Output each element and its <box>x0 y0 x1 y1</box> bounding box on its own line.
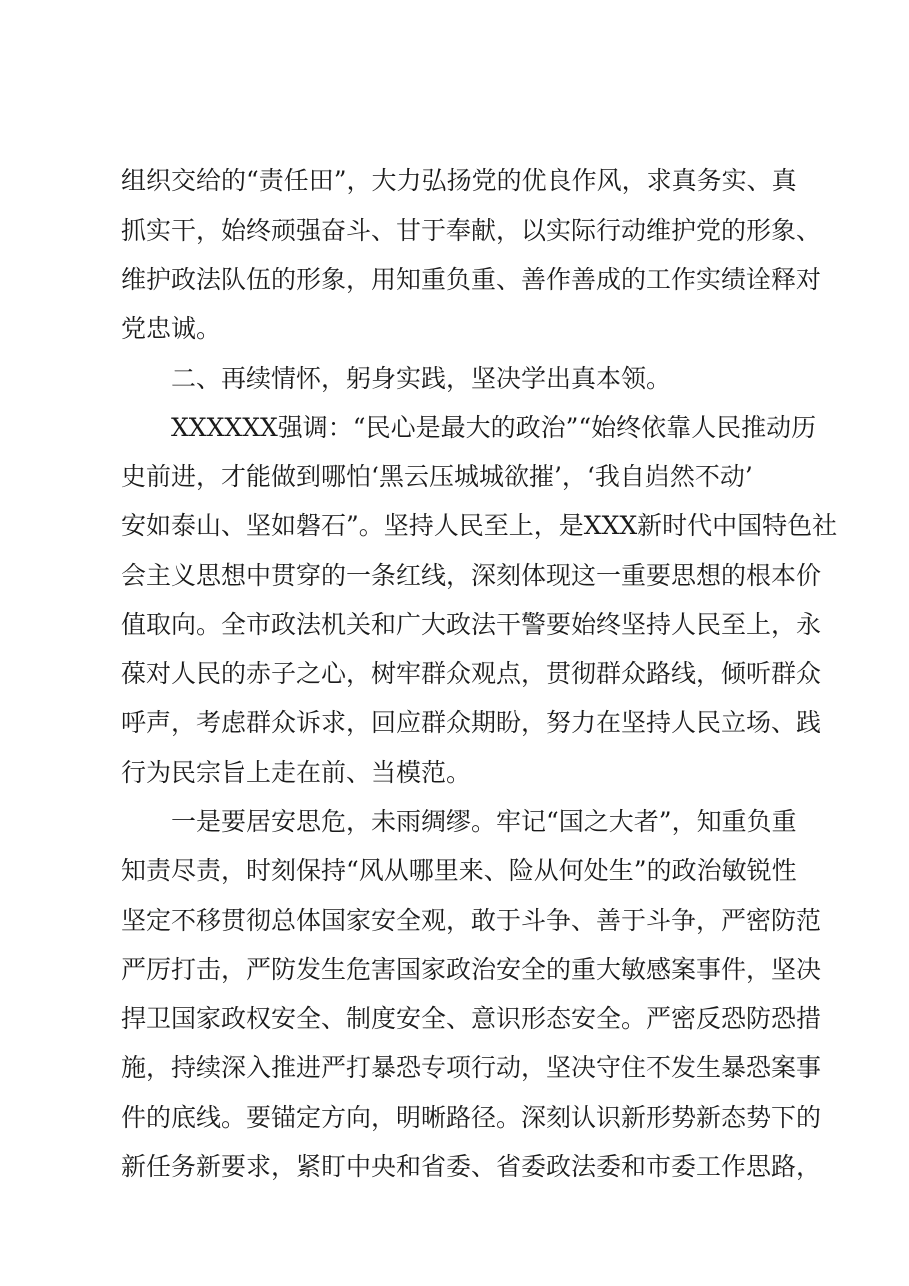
text-line-4: 党忠诚。 <box>121 314 222 343</box>
text-line-20: 件的底线。要锚定方向，明晰路径。深刻认识新形势新态势下的 <box>121 1103 822 1132</box>
text-line-9: 会主义思想中贯穿的一条红线，深刻体现这一重要思想的根本价 <box>121 561 822 590</box>
text-line-8: 安如泰山、坚如磐石”。坚持人民至上，是XXX新时代中国特色社 <box>121 511 838 540</box>
text-line-16: 坚定不移贯彻总体国家安全观，敢于斗争、善于斗争，严密防范 <box>121 906 822 935</box>
text-line-13: 行为民宗旨上走在前、当模范。 <box>121 758 472 787</box>
text-line-19: 施，持续深入推进严打暴恐专项行动，坚决守住不发生暴恐案事 <box>121 1053 822 1082</box>
text-line-18: 捍卫国家政权安全、制度安全、意识形态安全。严密反恐防恐措 <box>121 1004 822 1033</box>
text-line-10: 值取向。全市政法机关和广大政法干警要始终坚持人民至上，永 <box>121 610 822 639</box>
text-line-11: 葆对人民的赤子之心，树牢群众观点，贯彻群众路线，倾听群众 <box>121 659 822 688</box>
text-line-17: 严厉打击，严防发生危害国家政治安全的重大敏感案事件，坚决 <box>121 955 822 984</box>
text-line-21: 新任务新要求，紧盯中央和省委、省委政法委和市委工作思路， <box>121 1152 822 1181</box>
text-line-7: 史前进，才能做到哪怕‘黑云压城城欲摧’，‘我自岿然不动’ <box>121 462 753 491</box>
text-line-1: 组织交给的“责任田”，大力弘扬党的优良作风，求真务实、真 <box>121 166 797 195</box>
text-line-2: 抓实干，始终顽强奋斗、甘于奉献，以实际行动维护党的形象、 <box>121 216 822 245</box>
text-line-15: 知责尽责，时刻保持“风从哪里来、险从何处生”的政治敏锐性 <box>121 856 797 885</box>
text-line-3: 维护政法队伍的形象，用知重负重、善作善成的工作实绩诠释对 <box>121 265 822 294</box>
text-line-12: 呼声，考虑群众诉求，回应群众期盼，努力在坚持人民立场、践 <box>121 708 822 737</box>
section-heading: 二、再续情怀，躬身实践，坚决学出真本领。 <box>171 364 672 393</box>
text-line-14: 一是要居安思危，未雨绸缪。牢记“国之大者”，知重负重 <box>171 807 797 836</box>
text-line-6: XXXXXX强调：“民心是最大的政治”“始终依靠人民推动历 <box>171 413 817 442</box>
